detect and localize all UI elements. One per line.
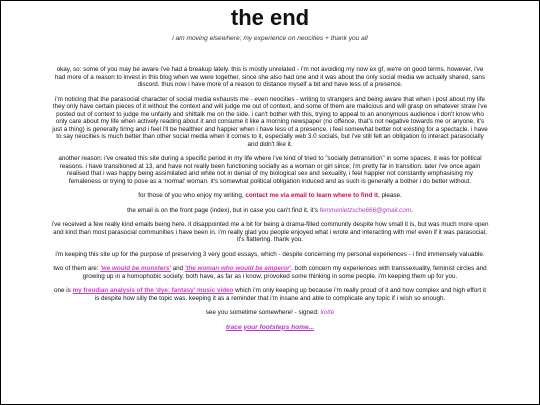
paragraph-contact xyxy=(51,192,489,200)
essays-text-mid: and xyxy=(170,265,185,272)
main-content xyxy=(1,1,539,338)
paragraph-signoff xyxy=(51,309,489,317)
paragraph-parasocial: i'm noticing that the parasocial character of social media exhausts me - even neocities - writing to strangers and being aware that when i post about my life they only have certain pieces of it without the context and will judge me out of context, and some of them are malicious and will grasp on whatever straw i've posted out of context to judge me unfairly and shittalk me on the side. i can't bother with this, trying to appeal to an anonymous audience i don't know who only care about my life when actively reading about it and consume it like a morning newspaper (no offence, that's not negative towards me or anyone, it's just a thing) is generally tiring and i feel i'll be healthier and happier when i have less of a presence. i feel somewhat better not existing for a spectacle. i have to say neocities is much better than other social media when it comes to it, especially web 3.0 socials, but i've still felt an obligation to interact parasocially and didn't like it. xyxy=(52,95,488,148)
paragraph-email xyxy=(51,207,489,215)
email-text-after: . xyxy=(411,206,413,214)
contact-text-before: for those of you who enjoy my writing, xyxy=(138,192,246,199)
page-title: the end xyxy=(230,5,310,30)
paragraph-detransition: another reason: i've created this site during a specific period in my life where i've kind of tried to "socially detransition" in some spaces. it was for political reasons. i have transitioned at 13, and have not really been functioning socially as a woman or girl since; i'm pretty far in transition. later i've once again realised that i was happy being assimilated and while not in denial of my biological sex and sexuality, i feel happier not constantly emphasising my femaleness or trying to pose as a 'normal' woman. it's somewhat political obligation induced and as such is generally a bother i do better without. xyxy=(58,155,482,185)
essay-link-emperor[interactable]: 'the woman who would be emperor' xyxy=(184,265,292,272)
paragraph-footer xyxy=(51,324,489,332)
email-address: femmenietzsche666@gmail.com xyxy=(319,206,412,214)
paragraph-thanks: i've received a few really kind emails being here. it disappointed me a bit for being a drama-filled community despite how small it is, but was much more open and kind than most parasocial communities i have been in. i'm really glad you people enjoyed what i wrote and interacting with me! even if it was parasocial, it's flattering. thank you. xyxy=(51,221,489,243)
email-text-before: the email is on the front page (index), but in case you can't find it, it's xyxy=(127,206,320,214)
essay-link-monsters[interactable]: 'we would be monsters' xyxy=(100,265,171,272)
page-subtitle: i am moving elsewhere; my experience on neocities + thank you all xyxy=(172,35,368,42)
paragraph-breakup: okay, so: some of you may be aware i've had a breakup lately. this is mostly unrelated - i'm not avoiding my now ex gf, we're on good terms. however, i've had more of a reason to invest in this blog when we were together, since she also had one and it was about the only social media we actually shared, sans discord. thus now i have more of a reason to distance myself a bit and have less of a presence. xyxy=(54,66,486,88)
signoff-text: see you sometime somewhere! - signed: xyxy=(205,309,321,316)
essays-text-after: . both concern my experiences with transsexuality, feminist circles and growing up in a homophobic society. both have, as far as i know, provoked some thinking in some people. i'm keeping them up for you. xyxy=(82,265,487,280)
essay-link-freudian[interactable]: my freudian analysis of the 'dye: fantasy' music video xyxy=(72,287,234,294)
signature: kotte xyxy=(320,309,335,316)
article-body xyxy=(1,66,539,331)
paragraph-essays xyxy=(51,265,489,280)
essays-text-before: two of them are: xyxy=(53,265,101,272)
home-link[interactable]: trace your footsteps home... xyxy=(225,323,315,331)
freudian-text-after: which i'm only keeping up because i'm really proud of it and how complex and high effort it is despite how silly the topic was. keeping it as a reminder that i'm insane and able to complicate any topic if i wish so enough. xyxy=(94,287,486,302)
contact-email-link[interactable]: contact me via email to learn where to find it xyxy=(245,192,378,199)
freudian-text-before: one is xyxy=(54,287,73,294)
contact-text-after: , please. xyxy=(377,192,402,199)
paragraph-keeping: i'm keeping this site up for the purpose of preserving 3 very good essays, which - despite concerning my personal experiences - i find immensely valuable. xyxy=(55,250,485,258)
paragraph-freudian xyxy=(51,287,489,302)
